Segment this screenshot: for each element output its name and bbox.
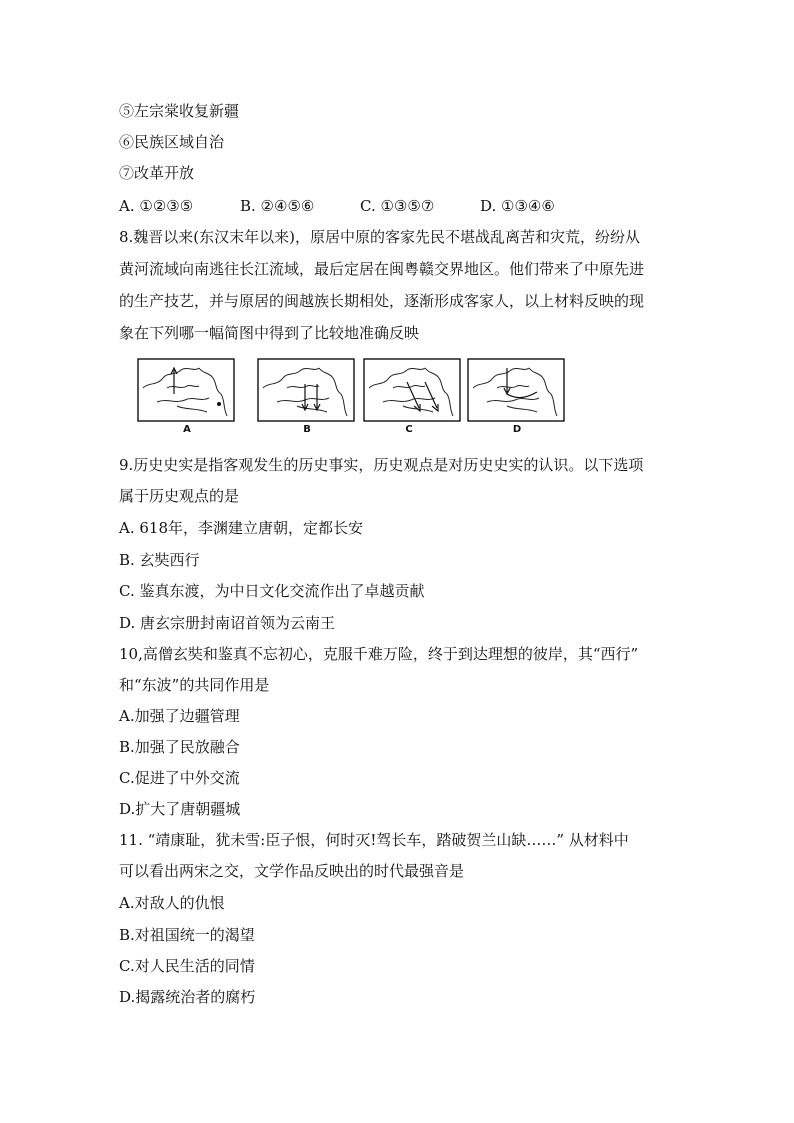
q9-option-a: A. 618年，李渊建立唐朝，定都长安 [119,519,364,537]
option-b: B. ②④⑤⑥ [240,197,315,215]
map-d-image [467,358,565,422]
q10-option-b: B.加强了民放融合 [119,738,240,756]
q8-map-figures [137,358,567,442]
q8-line-2: 黄河流域向南逃往长江流域，最后定居在闽粤赣交界地区。他们带来了中原先进 [119,260,645,278]
prev-options [119,195,555,217]
q9-line-1: 9.历史史实是指客观发生的历史事实，历史观点是对历史史实的认识。以下选项 [119,456,644,474]
q10-option-c: C.促进了中外交流 [119,769,240,787]
map-d [467,358,565,435]
map-c [363,358,461,435]
option-c: C. ①③⑤⑦ [360,197,435,215]
q11-option-c: C.对人民生活的同情 [119,957,255,975]
q9-option-c: C. 鉴真东渡，为中日文化交流作出了卓越贡献 [119,582,425,600]
item-5: ⑤左宗棠收复新疆 [119,102,240,120]
q11-line-1: 11. “靖康耻，犹未雪:臣子恨，何时灭!驾长车，踏破贺兰山缺……” 从材料中 [119,831,629,849]
q11-option-b: B.对祖国统一的渴望 [119,926,255,944]
q11-line-2: 可以看出两宋之交，文学作品反映出的时代最强音是 [119,862,465,880]
q9-option-d: D. 唐玄宗册封南诏首领为云南王 [119,614,336,632]
q9-line-2: 属于历史观点的是 [119,487,240,505]
map-c-label: C [405,424,413,435]
q8-line-1: 8.魏晋以来(东汉末年以来)，原居中原的客家先民不堪战乱离苦和灾荒，纷纷从 [119,228,641,246]
item-7: ⑦改革开放 [119,164,195,182]
q10-option-a: A.加强了边疆管理 [119,707,240,725]
q10-option-d: D.扩大了唐朝疆城 [119,800,241,818]
map-b-image [257,358,355,422]
option-d: D. ①③④⑥ [480,197,555,215]
q10-line-2: 和“东波”的共同作用是 [119,676,270,694]
q8-line-4: 象在下列哪一幅简图中得到了比较地准确反映 [119,324,420,342]
map-d-label: D [512,424,522,435]
map-b-label: B [303,424,311,435]
q11-option-d: D.揭露统治者的腐朽 [119,988,256,1006]
map-a [137,358,235,435]
q11-option-a: A.对敌人的仇恨 [119,894,225,912]
option-a: A. ①②③⑤ [119,197,194,215]
q9-option-b: B. 玄奘西行 [119,551,200,569]
q8-line-3: 的生产技艺，并与原居的闽越族长期相处，逐渐形成客家人，以上材料反映的现 [119,292,645,310]
map-a-label: A [183,424,191,435]
map-b [257,358,355,435]
item-6: ⑥民族区域自治 [119,133,225,151]
map-a-image [137,358,235,422]
q10-line-1: 10,高僧玄奘和鉴真不忘初心，克服千难万险，终于到达理想的彼岸，其“西行” [119,645,639,663]
map-c-image [363,358,461,422]
